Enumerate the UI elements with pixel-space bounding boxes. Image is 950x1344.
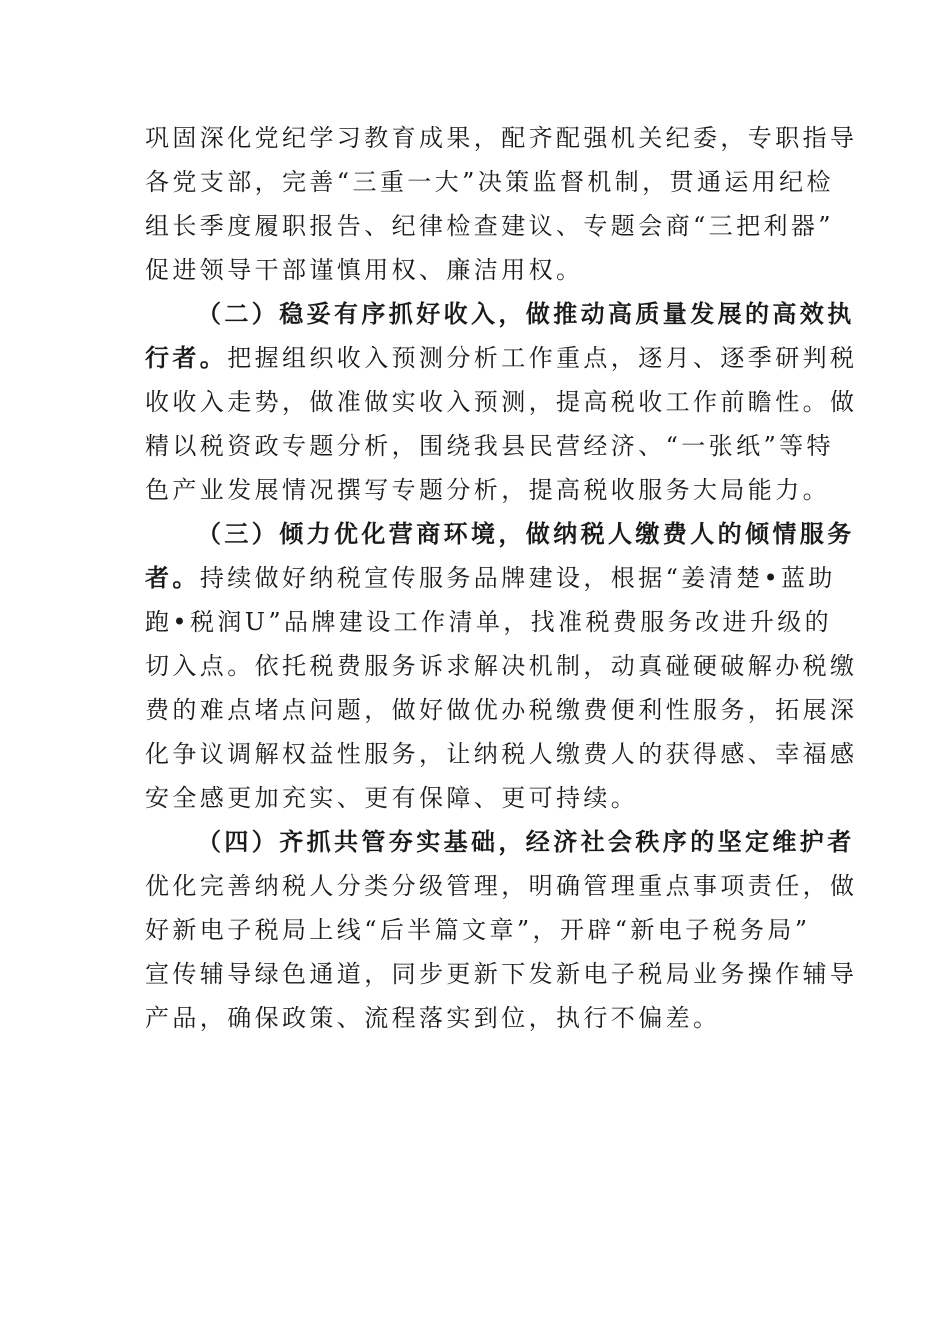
section-heading: （三）倾力优化营商环境，做纳税人缴费人的倾情服务 — [197, 519, 855, 548]
text-line — [145, 996, 809, 1040]
text-line — [145, 600, 833, 644]
section-heading-end: 者。 — [145, 563, 200, 592]
text-line — [145, 336, 858, 380]
line-text: 优化完善纳税人分类分级管理，明确管理重点事项责任，做 — [145, 872, 858, 900]
paragraph-revenue — [145, 292, 858, 512]
text-line — [145, 864, 858, 908]
text-line — [145, 556, 836, 600]
text-line — [145, 908, 809, 952]
line-text: 色产业发展情况撰写专题分析，提高税收服务大局能力。 — [145, 476, 830, 504]
line-text: 安全感更加充实、更有保障、更可持续。 — [145, 784, 639, 812]
document-body — [145, 116, 858, 1040]
text-line — [145, 688, 858, 732]
line-text: 巩固深化党纪学习教育成果，配齐配强机关纪委，专职指导 — [145, 124, 858, 152]
text-line — [145, 116, 858, 160]
line-text: 化争议调解权益性服务，让纳税人缴费人的获得感、幸福感 — [145, 740, 858, 768]
line-text: 促进领导干部谨慎用权、廉洁用权。 — [145, 256, 584, 284]
line-text: 产品，确保政策、流程落实到位，执行不偏差。 — [145, 1004, 721, 1032]
line-text: 精以税资政专题分析，围绕我县民营经济、“一张纸”等特 — [145, 432, 834, 460]
text-line — [145, 248, 809, 292]
section-heading: （二）稳妥有序抓好收入，做推动高质量发展的高效执 — [197, 299, 855, 328]
text-line — [145, 952, 858, 996]
section-heading: （四）齐抓共管夯实基础，经济社会秩序的坚定维护者 — [197, 827, 855, 856]
paragraph-management — [145, 820, 858, 1040]
line-text: 持续做好纳税宣传服务品牌建设，根据“姜清楚•蓝助 — [199, 564, 836, 592]
line-text: 宣传辅导绿色通道，同步更新下发新电子税局业务操作辅导 — [145, 960, 858, 988]
line-text: 费的难点堵点问题，做好做优办税缴费便利性服务，拓展深 — [145, 696, 858, 724]
section-heading-line — [145, 820, 855, 864]
text-line — [145, 204, 834, 248]
text-line — [145, 380, 858, 424]
text-line — [145, 732, 858, 776]
line-text: 收收入走势，做准做实收入预测，提高税收工作前瞻性。做 — [145, 388, 858, 416]
text-line — [145, 776, 809, 820]
text-line — [145, 468, 830, 512]
line-text: 切入点。依托税费服务诉求解决机制，动真碰硬破解办税缴 — [145, 652, 858, 680]
section-heading-line — [145, 292, 855, 336]
line-text: 组长季度履职报告、纪律检查建议、专题会商“三把利器” — [145, 212, 834, 240]
section-heading-line — [145, 512, 855, 556]
line-text: 各党支部，完善“三重一大”决策监督机制，贯通运用纪检 — [145, 168, 834, 196]
line-text: 跑•税润U”品牌建设工作清单，找准税费服务改进升级的 — [145, 608, 833, 636]
text-line — [145, 160, 834, 204]
line-text: 好新电子税局上线“后半篇文章”，开辟“新电子税务局” — [145, 916, 811, 944]
text-line — [145, 644, 858, 688]
paragraph-business-environment — [145, 512, 858, 820]
section-heading-end: 行者。 — [145, 343, 228, 372]
text-line — [145, 424, 834, 468]
line-text: 把握组织收入预测分析工作重点，逐月、逐季研判税 — [227, 344, 858, 372]
paragraph-discipline — [145, 116, 858, 292]
